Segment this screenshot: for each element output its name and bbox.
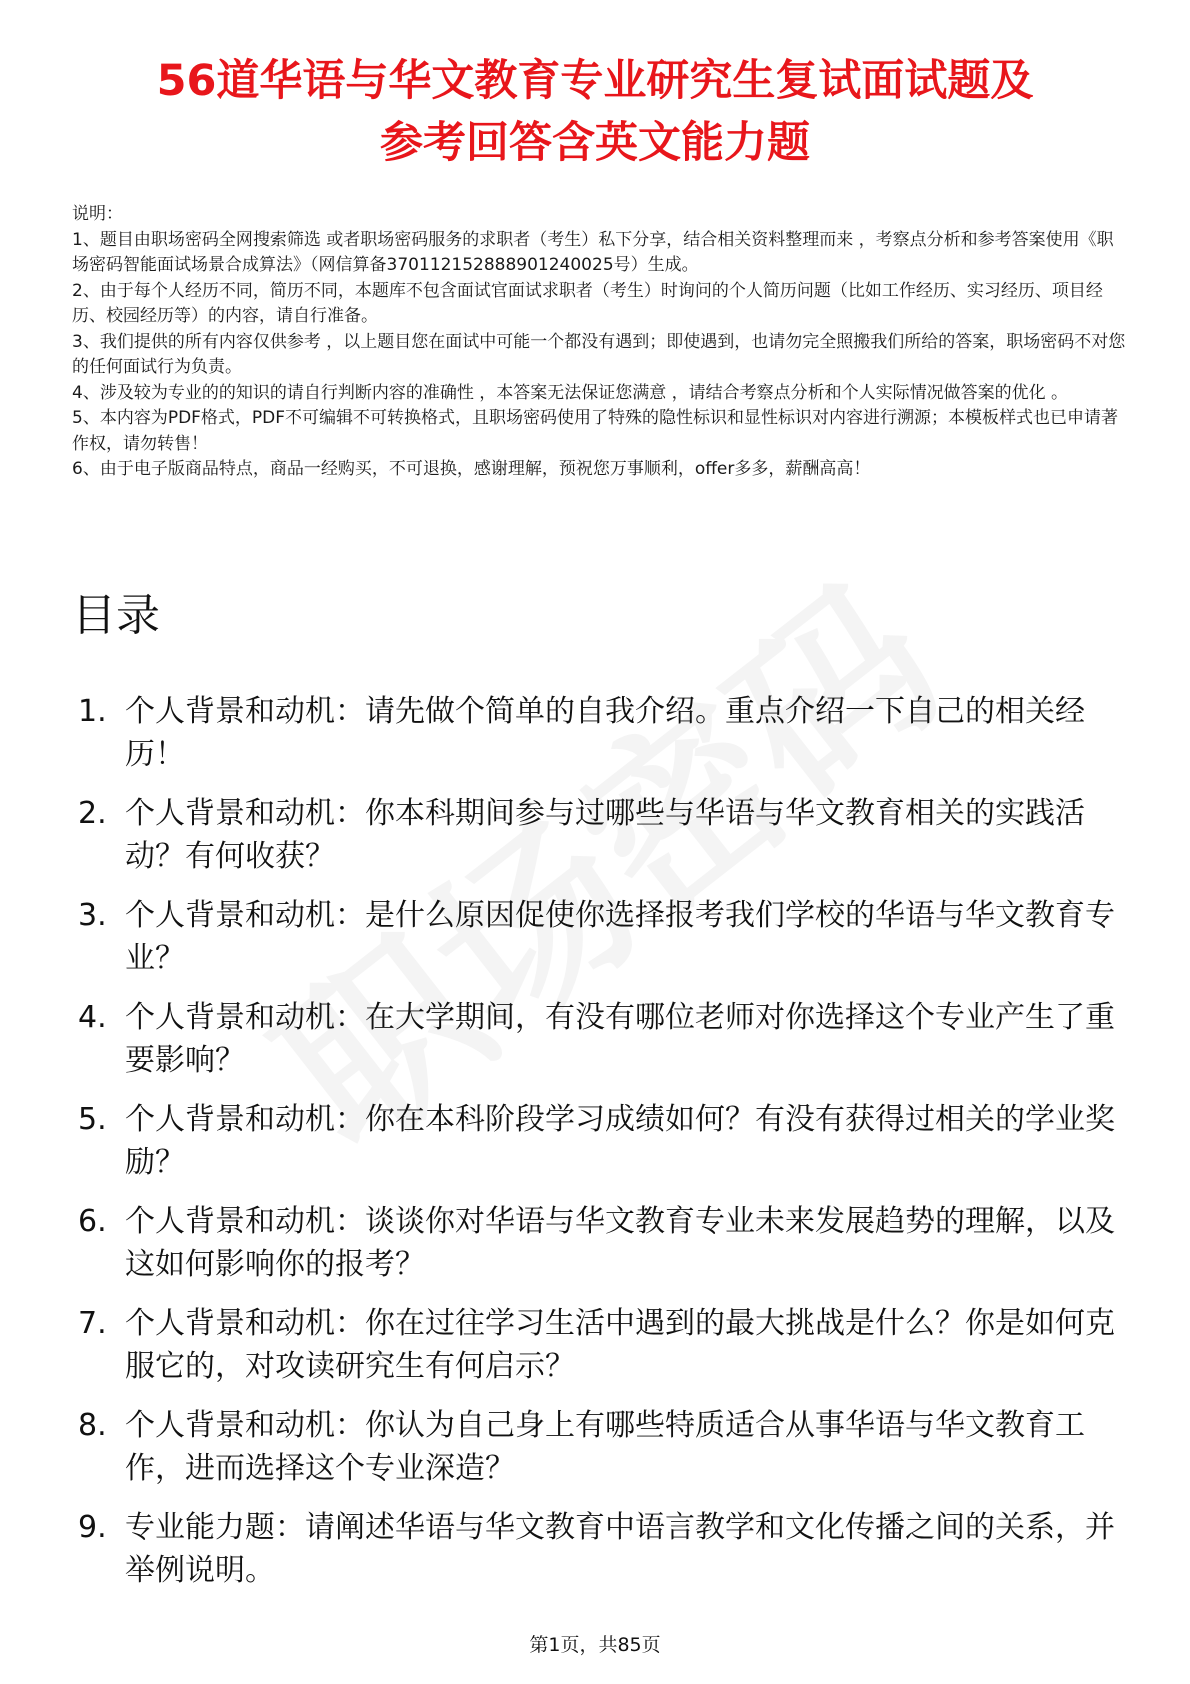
title-line-2: 参考回答含英文能力题	[380, 118, 810, 168]
toc-item[interactable]	[72, 1200, 1122, 1286]
toc-item[interactable]	[72, 1506, 1122, 1592]
toc-item-text: 个人背景和动机：是什么原因促使你选择报考我们学校的华语与华文教育专业？	[125, 898, 1115, 976]
toc-item-text: 个人背景和动机：在大学期间，有没有哪位老师对你选择这个专业产生了重要影响？	[125, 1000, 1115, 1078]
page-footer: 第1页，共85页	[529, 1634, 661, 1656]
toc-item-number: 3.	[78, 898, 107, 933]
toc-item-number: 1.	[78, 694, 107, 729]
toc-item-text: 专业能力题：请阐述华语与华文教育中语言教学和文化传播之间的关系，并举例说明。	[125, 1510, 1115, 1588]
title-line-1: 56道华语与华文教育专业研究生复试面试题及	[156, 56, 1034, 106]
toc-item-text: 个人背景和动机：你在过往学习生活中遇到的最大挑战是什么？你是如何克服它的，对攻读研究生有何启示？	[125, 1306, 1115, 1384]
toc-item-number: 4.	[78, 1000, 107, 1035]
toc-item[interactable]	[72, 894, 1122, 980]
toc-item[interactable]	[72, 996, 1122, 1082]
toc-item-text: 个人背景和动机：谈谈你对华语与华文教育专业未来发展趋势的理解，以及这如何影响你的报考？	[125, 1204, 1115, 1282]
toc-item-number: 2.	[78, 796, 107, 831]
toc-item-number: 5.	[78, 1102, 107, 1137]
note-item: 2、由于每个人经历不同，简历不同，本题库不包含面试官面试求职者（考生）时询问的个人简历问题（比如工作经历、实习经历、项目经历、校园经历等）的内容，请自行准备。	[72, 280, 1103, 326]
toc-item-text: 个人背景和动机：你在本科阶段学习成绩如何？有没有获得过相关的学业奖励？	[125, 1102, 1115, 1180]
toc-item-number: 7.	[78, 1306, 107, 1341]
toc-item[interactable]	[72, 1302, 1122, 1388]
toc-item[interactable]	[72, 690, 1122, 776]
toc-item[interactable]	[72, 1404, 1122, 1490]
notes-section	[72, 202, 1127, 483]
note-item: 6、由于电子版商品特点，商品一经购买，不可退换，感谢理解，预祝您万事顺利，offer多多，薪酬高高！	[72, 459, 871, 479]
toc-item[interactable]	[72, 792, 1122, 878]
toc-item-text: 个人背景和动机：你认为自己身上有哪些特质适合从事华语与华文教育工作，进而选择这个专业深造？	[125, 1408, 1085, 1486]
toc-item-text: 个人背景和动机：你本科期间参与过哪些与华语与华文教育相关的实践活动？有何收获？	[125, 796, 1085, 874]
note-item: 1、题目由职场密码全网搜索筛选 或者职场密码服务的求职者（考生）私下分享，结合相关资料整理而来 ，考察点分析和参考答案使用《职场密码智能面试场景合成算法》（网信算备370112152888901240025号）生成。	[72, 229, 1114, 275]
toc-item[interactable]	[72, 1098, 1122, 1184]
toc-item-number: 8.	[78, 1408, 107, 1443]
table-of-contents	[72, 690, 1122, 1608]
toc-item-number: 9.	[78, 1510, 107, 1545]
toc-item-number: 6.	[78, 1204, 107, 1239]
notes-heading: 说明：	[72, 204, 123, 224]
note-item: 5、本内容为PDF格式，PDF不可编辑不可转换格式，且职场密码使用了特殊的隐性标识和显性标识对内容进行溯源；本模板样式也已申请著作权，请勿转售！	[72, 408, 1119, 454]
toc-item-text: 个人背景和动机：请先做个简单的自我介绍。重点介绍一下自己的相关经历！	[125, 694, 1085, 772]
document-title	[40, 50, 1150, 174]
note-item: 3、我们提供的所有内容仅供参考 ，以上题目您在面试中可能一个都没有遇到；即使遇到，也请勿完全照搬我们所给的答案，职场密码不对您的任何面试行为负责。	[72, 331, 1126, 377]
note-item: 4、涉及较为专业的的知识的请自行判断内容的准确性 ，本答案无法保证您满意 ，请结合考察点分析和个人实际情况做答案的优化 。	[72, 382, 1069, 403]
toc-heading: 目录	[72, 590, 160, 641]
